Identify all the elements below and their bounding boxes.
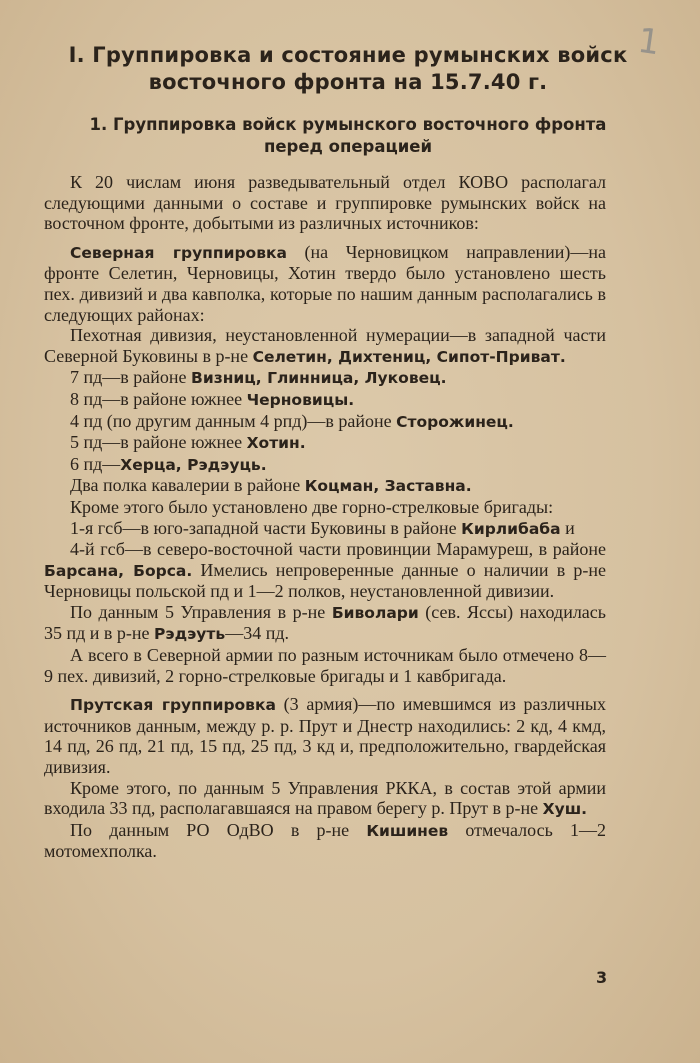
paragraph-northern-total: А всего в Северной армии по разным источникам было отмечено 8—9 пех. дивизий, 2 горно-стрелковые бригады и 1 кавбригада. — [44, 645, 606, 686]
paragraph-text: (3 армия)—по имевшимся из различных источников данным, между р. р. Прут и Днестр находились: 2 кд, 4 кмд, 14 пд, 26 пд, 21 пд, 15 пд, 25 пд, 3 кд и, предположительно, гвардейская дивизия. — [44, 694, 607, 778]
paragraph-text: —34 пд. — [225, 623, 289, 644]
paragraph-6-division — [44, 454, 606, 476]
place-names: Черновицы. — [246, 390, 355, 409]
place-names: Хотин. — [246, 434, 306, 453]
paragraph-text: 4 пд (по другим данным 4 рпд)—в районе — [70, 410, 397, 431]
chapter-title — [30, 42, 666, 96]
place-names: Коцман, Заставна. — [304, 477, 472, 496]
section-title — [30, 114, 666, 158]
paragraph-text: отмечалось 1—2 мотомехполка. — [44, 819, 606, 862]
paragraph-text: По данным РО ОдВО в р-не — [70, 819, 367, 840]
paragraph-prut-group — [44, 694, 606, 777]
paragraph-text: Кроме этого, по данным 5 Управления РККА, в состав этой армии входила 33 пд, располагавшаяся на правом берегу р. Прут в р-не — [44, 777, 606, 819]
chapter-title-line-2: восточного фронта на 15.7.40 г. — [148, 70, 548, 94]
place-names: Кишинев — [366, 821, 449, 840]
place-names: Сторожинец. — [396, 412, 514, 431]
place-names: Биволари — [331, 603, 419, 622]
paragraph-5-division — [44, 432, 606, 454]
heading-prut-group: Прутская группировка — [70, 696, 276, 715]
place-names: Хуш. — [542, 800, 588, 819]
paragraph-infantry-division — [44, 325, 606, 367]
paragraph-5-directorate — [44, 602, 606, 645]
paragraph-text: 7 пд—в районе — [70, 367, 192, 388]
page-number: 3 — [596, 968, 608, 987]
handwritten-margin-mark: 1 — [635, 20, 663, 64]
paragraph-text: 1-я гсб—в юго-западной части Буковины в районе — [70, 517, 462, 538]
paragraph-text: 8 пд—в районе южнее — [70, 388, 247, 409]
paragraph-text: 6 пд— — [70, 453, 121, 474]
paragraph-text: (сев. Яссы) находилась 35 пд и в р-не — [44, 601, 606, 644]
paragraph-1-brigade — [44, 518, 606, 540]
paragraph-odvo — [44, 820, 606, 862]
paragraph-text: 5 пд—в районе южнее — [70, 432, 247, 453]
paragraph-mountain-brigades: Кроме этого было установлено две горно-стрелковые бригады: — [70, 496, 554, 517]
paragraph-text: По данным 5 Управления в р-не — [70, 601, 332, 622]
place-names: Кирлибаба — [461, 519, 561, 538]
place-names: Рэдэуть — [154, 625, 226, 644]
paragraph-cavalry — [44, 475, 606, 497]
paragraph-7-division — [44, 367, 606, 389]
section-title-line-1: 1. Группировка войск румынского восточного фронта — [89, 115, 607, 134]
heading-northern-group: Северная группировка — [70, 243, 287, 262]
paragraph-4-brigade — [44, 539, 606, 602]
paragraph-northern-group — [44, 242, 606, 325]
paragraph-text: 4-й гсб—в северо-восточной части провинции Марамуреш, в районе — [70, 539, 606, 560]
paragraph-text: Два полка кавалерии в районе — [70, 475, 305, 496]
paragraph-33-division — [44, 778, 606, 820]
paragraph-text: (на Черновицком направлении)—на фронте Селетин, Черновицы, Хотин твердо было установлено шесть пех. дивизий и два кавполка, которые по нашим данным располагались в следующих районах: — [44, 241, 606, 325]
paragraph-text: Пехотная дивизия, неустановленной нумерации—в западной части Северной Буковины в р-не — [44, 325, 606, 366]
paragraph-intro: К 20 числам июня разведывательный отдел КОВО располагал следующими данными о составе и группировке румынских войск на восточном фронте, добытыми из различных источников: — [44, 172, 606, 234]
place-names: Селетин, Дихтениц, Сипот-Приват. — [252, 347, 566, 366]
paragraph-text: Имелись непроверенные данные о наличии в р-не Черновицы польской пд и 1—2 полков, неустановленной дивизии. — [44, 559, 606, 602]
paragraph-8-division — [44, 389, 606, 411]
paragraph-text: и — [560, 517, 575, 538]
place-names: Херца, Рэдэуць. — [120, 455, 267, 474]
paragraph-4-division — [44, 411, 606, 433]
place-names: Барсана, Борса. — [44, 561, 193, 580]
body-text — [44, 172, 606, 862]
place-names: Визниц, Глинница, Луковец. — [191, 369, 447, 388]
section-title-line-2: перед операцией — [263, 137, 433, 156]
chapter-title-line-1: I. Группировка и состояние румынских войск — [68, 43, 628, 67]
